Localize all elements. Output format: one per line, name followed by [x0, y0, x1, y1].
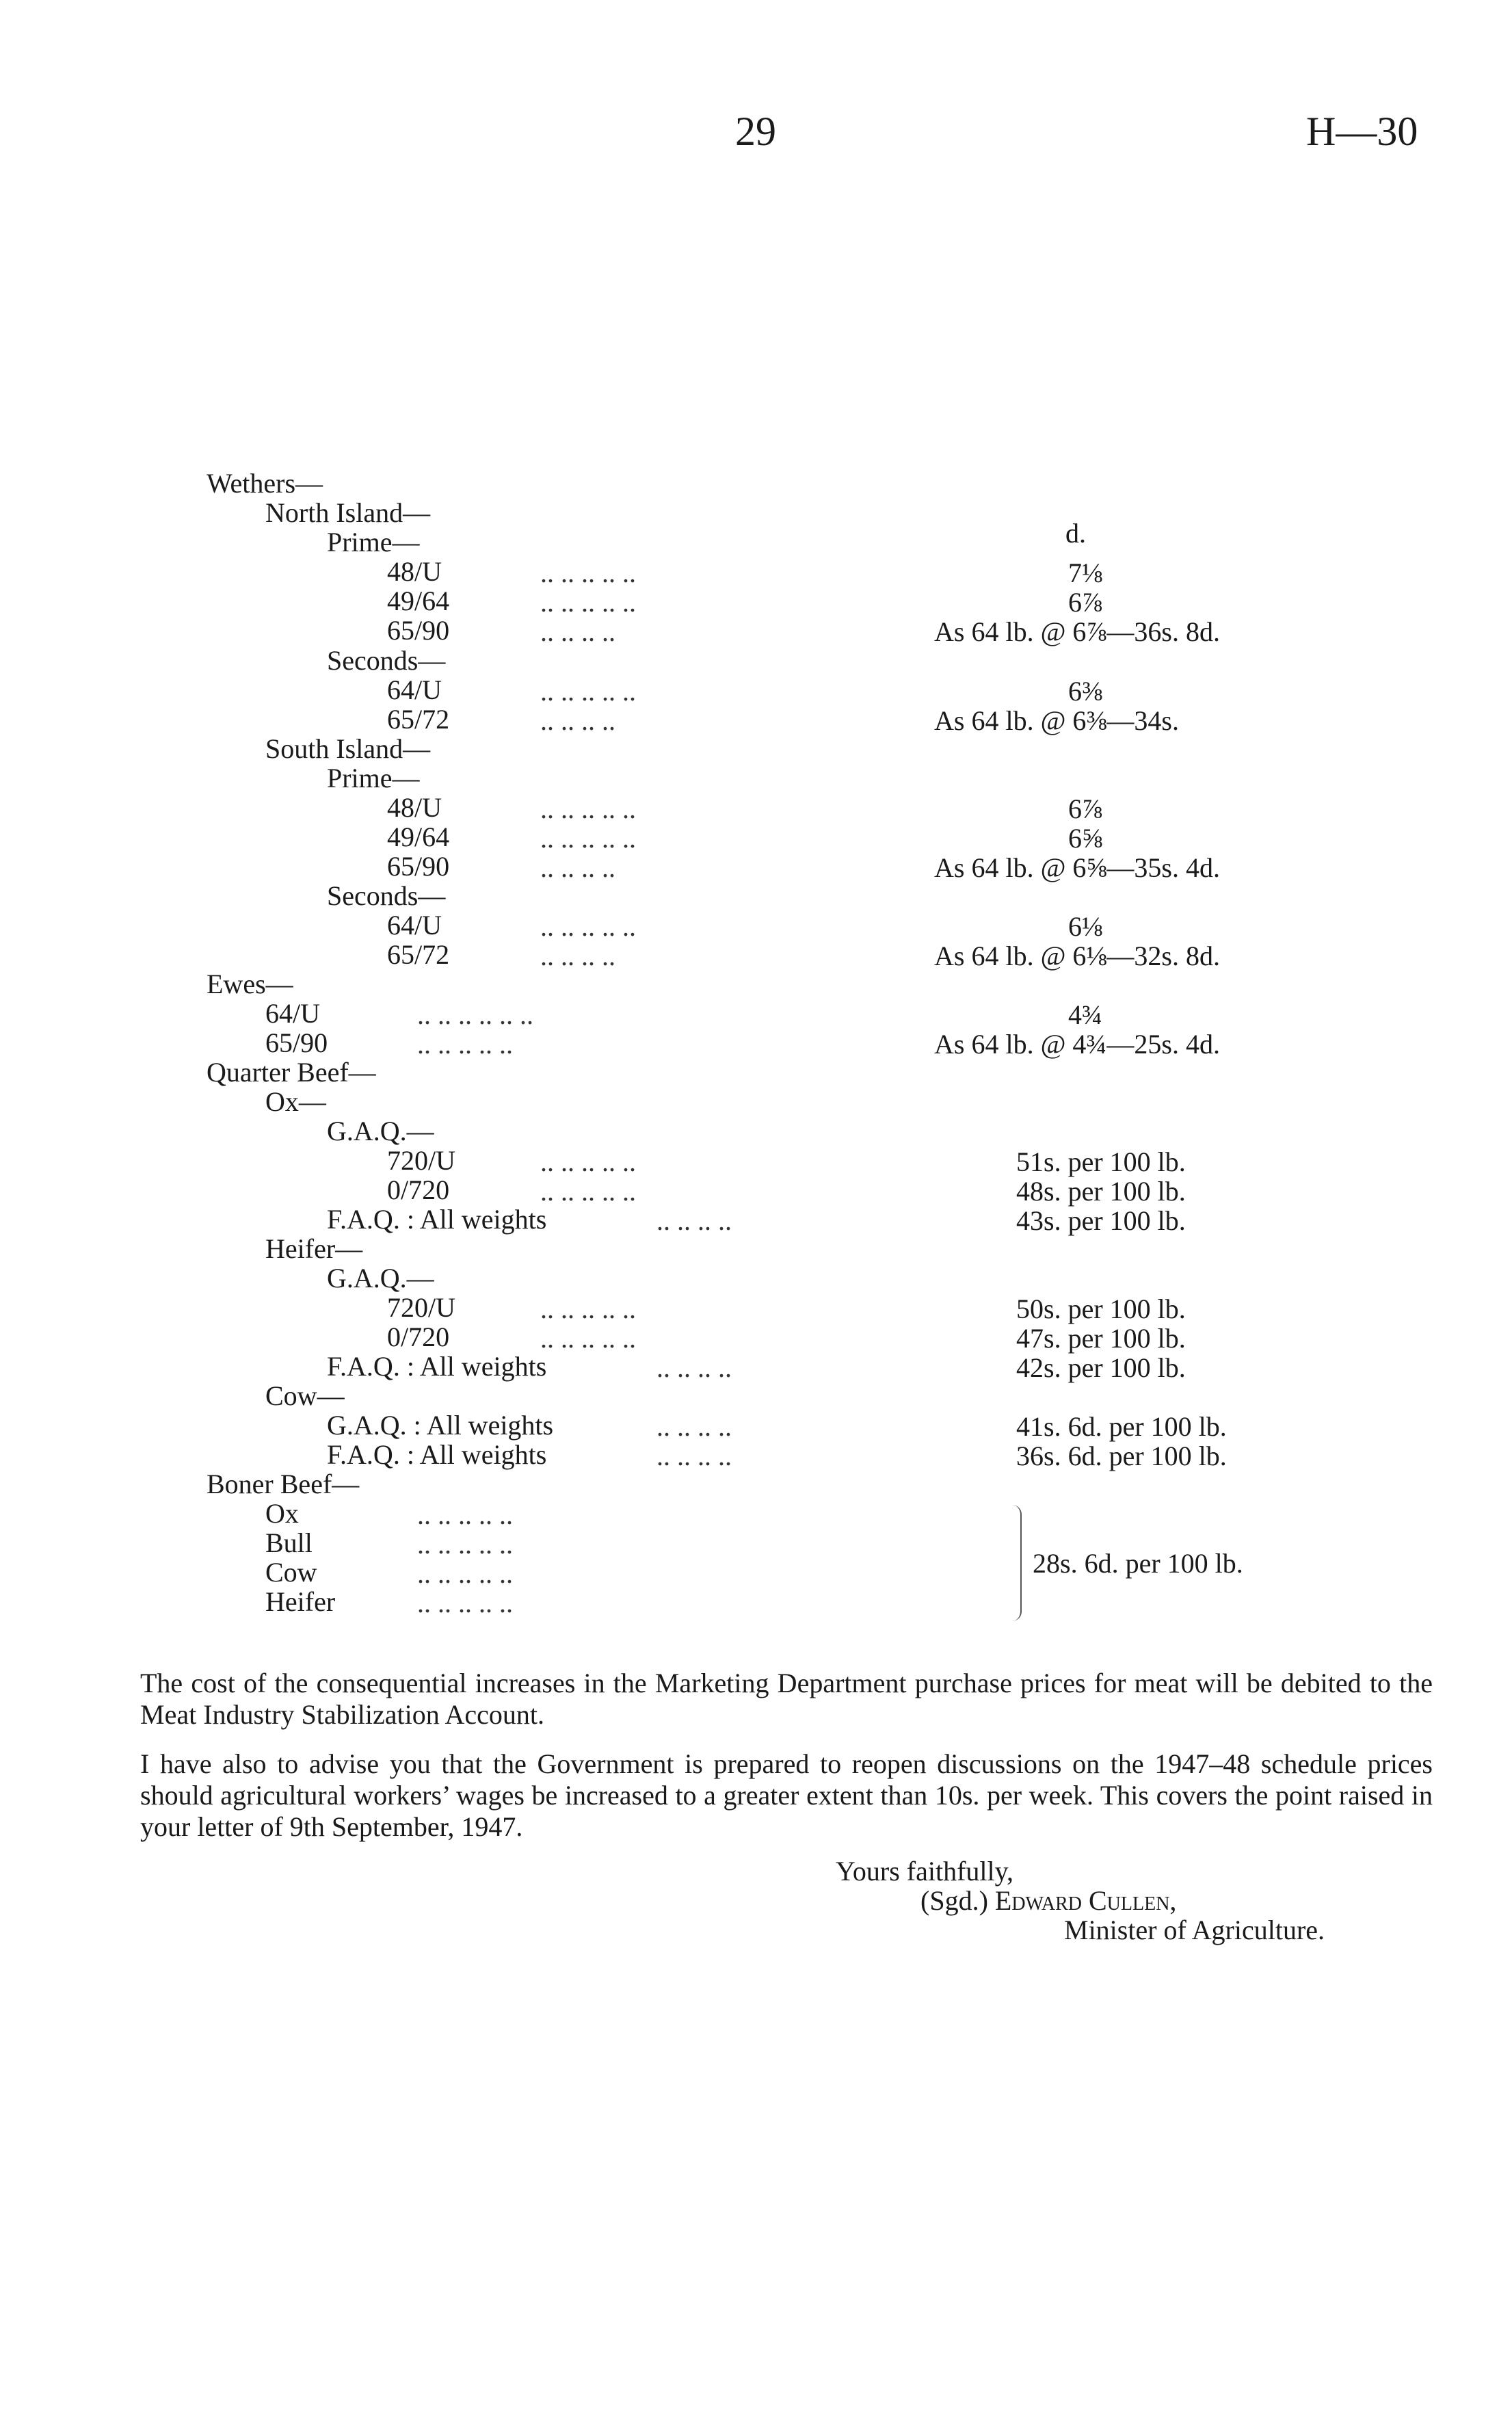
leader-dots: .. .. .. .. ..: [540, 1293, 636, 1324]
row-label: 48/U: [387, 556, 442, 587]
leader-dots: .. .. .. .. ..: [540, 793, 636, 824]
row-label: 64/U: [387, 674, 442, 705]
row-label: Seconds—: [327, 645, 446, 676]
row-label: Ox—: [265, 1086, 326, 1117]
row-label: 65/90: [387, 851, 450, 882]
row-label: Cow: [265, 1557, 317, 1588]
price-value: 4¾: [1068, 999, 1102, 1030]
leader-dots: .. .. .. .. ..: [540, 676, 636, 707]
leader-dots: .. .. .. ..: [656, 1441, 732, 1471]
closing: Yours faithfully,: [836, 1856, 1014, 1887]
row-label: 65/90: [265, 1027, 328, 1058]
row-label: G.A.Q. : All weights: [327, 1410, 554, 1441]
leader-dots: .. .. .. .. ..: [540, 1146, 636, 1177]
leader-dots: .. .. .. ..: [540, 852, 615, 883]
row-label: South Island—: [265, 733, 431, 764]
paragraph: The cost of the consequential increases in the Marketing Department purchase prices for meat will be debited to the Meat Industry Stabilization Account.: [140, 1668, 1433, 1730]
leader-dots: .. .. .. .. ..: [540, 587, 636, 618]
leader-dots: .. .. .. .. ..: [417, 1029, 513, 1060]
row-label: Ox: [265, 1498, 299, 1529]
row-label: F.A.Q. : All weights: [327, 1439, 547, 1470]
price-value: 36s. 6d. per 100 lb.: [1016, 1441, 1227, 1471]
price-value: 41s. 6d. per 100 lb.: [1016, 1411, 1227, 1442]
row-label: G.A.Q.—: [327, 1116, 434, 1146]
price-value: 6⅜: [1068, 676, 1102, 707]
row-label: 65/72: [387, 939, 450, 970]
leader-dots: .. .. .. ..: [540, 616, 615, 647]
price-value: 6⅞: [1068, 793, 1102, 824]
row-label: 49/64: [387, 822, 450, 852]
leader-dots: .. .. .. ..: [656, 1411, 732, 1442]
row-label: 64/U: [265, 998, 320, 1029]
price-value: 47s. per 100 lb.: [1016, 1323, 1186, 1354]
signatory-title: Minister of Agriculture.: [1064, 1915, 1325, 1945]
leader-dots: .. .. .. .. ..: [540, 1323, 636, 1354]
row-label: 65/72: [387, 704, 450, 735]
row-label: Wethers—: [207, 468, 323, 499]
leader-dots: .. .. .. .. ..: [417, 1499, 513, 1530]
row-label: Heifer: [265, 1586, 336, 1617]
row-label: Cow—: [265, 1380, 345, 1411]
row-label: 48/U: [387, 792, 442, 823]
document-reference: H—30: [1306, 109, 1418, 154]
price-value: As 64 lb. @ 4¾—25s. 4d.: [934, 1029, 1220, 1060]
leader-dots: .. .. .. ..: [656, 1352, 732, 1383]
signature-line: [920, 1886, 1176, 1916]
row-label: 0/720: [387, 1174, 450, 1205]
price-value: As 64 lb. @ 6⅛—32s. 8d.: [934, 941, 1220, 971]
price-value: 6⅛: [1068, 911, 1102, 942]
row-label: G.A.Q.—: [327, 1263, 434, 1293]
row-label: Heifer—: [265, 1233, 363, 1264]
price-value: As 64 lb. @ 6⅞—36s. 8d.: [934, 616, 1220, 647]
price-value: 43s. per 100 lb.: [1016, 1205, 1186, 1236]
row-label: 0/720: [387, 1322, 450, 1352]
price-value: As 64 lb. @ 6⅝—35s. 4d.: [934, 852, 1220, 883]
row-label: 64/U: [387, 910, 442, 941]
price-value: 7⅛: [1068, 557, 1102, 588]
leader-dots: .. .. .. ..: [656, 1205, 732, 1236]
row-label: F.A.Q. : All weights: [327, 1351, 547, 1382]
signatory-name: Edward Cullen,: [994, 1885, 1177, 1916]
paragraph: I have also to advise you that the Government is prepared to reopen discussions on the 1947–48 schedule prices should agricultural workers’ wages be increased to a greater extent than 10s. per week. This covers the point raised in your letter of 9th September, 1947.: [140, 1748, 1433, 1842]
row-label: 720/U: [387, 1145, 455, 1176]
leader-dots: .. .. .. .. ..: [540, 911, 636, 942]
row-label: 720/U: [387, 1292, 455, 1323]
leader-dots: .. .. .. ..: [540, 705, 615, 736]
row-label: Boner Beef—: [207, 1469, 360, 1499]
leader-dots: .. .. .. ..: [540, 941, 615, 971]
leader-dots: .. .. .. .. ..: [417, 1529, 513, 1560]
price-value: 6⅝: [1068, 823, 1102, 854]
row-label: Bull: [265, 1527, 313, 1558]
row-label: Ewes—: [207, 969, 293, 999]
row-label: Quarter Beef—: [207, 1057, 376, 1088]
price-value: 48s. per 100 lb.: [1016, 1176, 1186, 1207]
brace: [1011, 1505, 1022, 1621]
sgd-label: (Sgd.): [920, 1885, 988, 1916]
row-label: North Island—: [265, 497, 431, 528]
row-label: Seconds—: [327, 880, 446, 911]
leader-dots: .. .. .. .. ..: [540, 823, 636, 854]
row-label: 65/90: [387, 615, 450, 646]
boner-beef-price: 28s. 6d. per 100 lb.: [1033, 1548, 1243, 1579]
leader-dots: .. .. .. .. .. ..: [417, 999, 533, 1030]
row-label: 49/64: [387, 586, 450, 616]
price-value: 6⅞: [1068, 587, 1102, 618]
page-number: 29: [735, 109, 776, 154]
price-value: 50s. per 100 lb.: [1016, 1293, 1186, 1324]
leader-dots: .. .. .. .. ..: [540, 557, 636, 588]
price-value: 51s. per 100 lb.: [1016, 1146, 1186, 1177]
price-value: 42s. per 100 lb.: [1016, 1352, 1186, 1383]
leader-dots: .. .. .. .. ..: [417, 1588, 513, 1618]
leader-dots: .. .. .. .. ..: [417, 1558, 513, 1589]
unit-header: d.: [1065, 518, 1086, 549]
row-label: Prime—: [327, 527, 420, 557]
leader-dots: .. .. .. .. ..: [540, 1176, 636, 1207]
row-label: F.A.Q. : All weights: [327, 1204, 547, 1235]
price-value: As 64 lb. @ 6⅜—34s.: [934, 705, 1179, 736]
row-label: Prime—: [327, 763, 420, 793]
